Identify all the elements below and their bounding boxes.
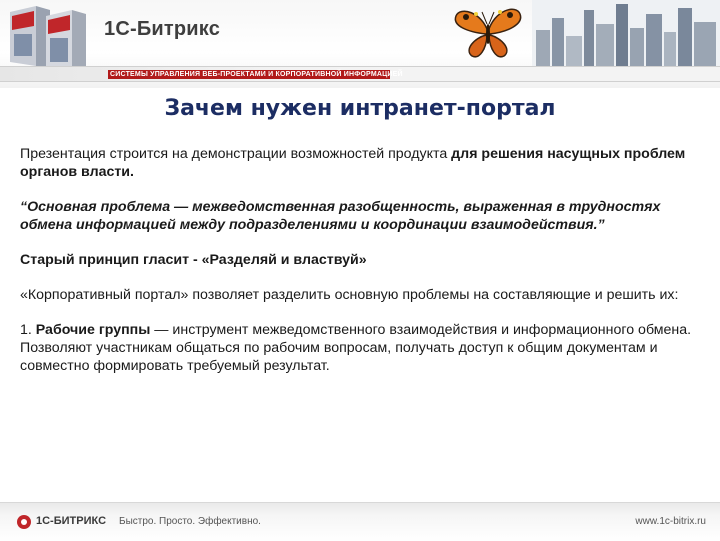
workgroups-text: — инструмент межведомственного взаимодействия и информационного обмена. Позволяют участникам общаться по рабочим вопросам, получать доступ к общим документам и совместно формировать требуемый результат. [20,322,692,374]
list-number: 1. [20,322,36,338]
workgroups-heading: Рабочие группы [35,322,151,338]
footer-url: www.1c-bitrix.ru [635,516,706,527]
city-skyline-image [532,0,720,68]
slide-footer [0,502,720,541]
slide-title: Зачем нужен интранет-портал [164,96,556,121]
brand-logo: 1С-Битрикс [104,18,221,40]
footer-brand: 1С-БИТРИКС [36,515,107,527]
footer-slogan: Быстро. Просто. Эффективно. [119,516,261,527]
paragraph-principle: Старый принцип гласит - «Разделяй и властвуй» [20,252,367,268]
bitrix-logo-icon [16,514,32,530]
paragraph-portal: «Корпоративный портал» позволяет разделить основную проблемы на составляющие и решить их: [20,287,679,303]
tagline-text: СИСТЕМЫ УПРАВЛЕНИЯ ВЕБ-ПРОЕКТАМИ И КОРПОРАТИВНОЙ ИНФОРМАЦИЕЙ [110,71,403,78]
paragraph-quote: “Основная проблема — межведомственная разобщенность, выраженная в трудностях обмена информацией между подразделениями и координации взаимодействия.” [20,199,661,233]
intro-bold-text: для решения насущных проблем органов власти. [20,146,686,180]
paragraph-workgroups [20,321,705,375]
slide-header [0,0,720,88]
product-box-image [6,4,92,70]
paragraph-intro [20,145,705,181]
slide-body [20,145,705,392]
intro-text: Презентация строится на демонстрации возможностей продукта [20,146,452,162]
butterfly-icon [452,2,524,64]
tagline-bar [0,66,720,82]
